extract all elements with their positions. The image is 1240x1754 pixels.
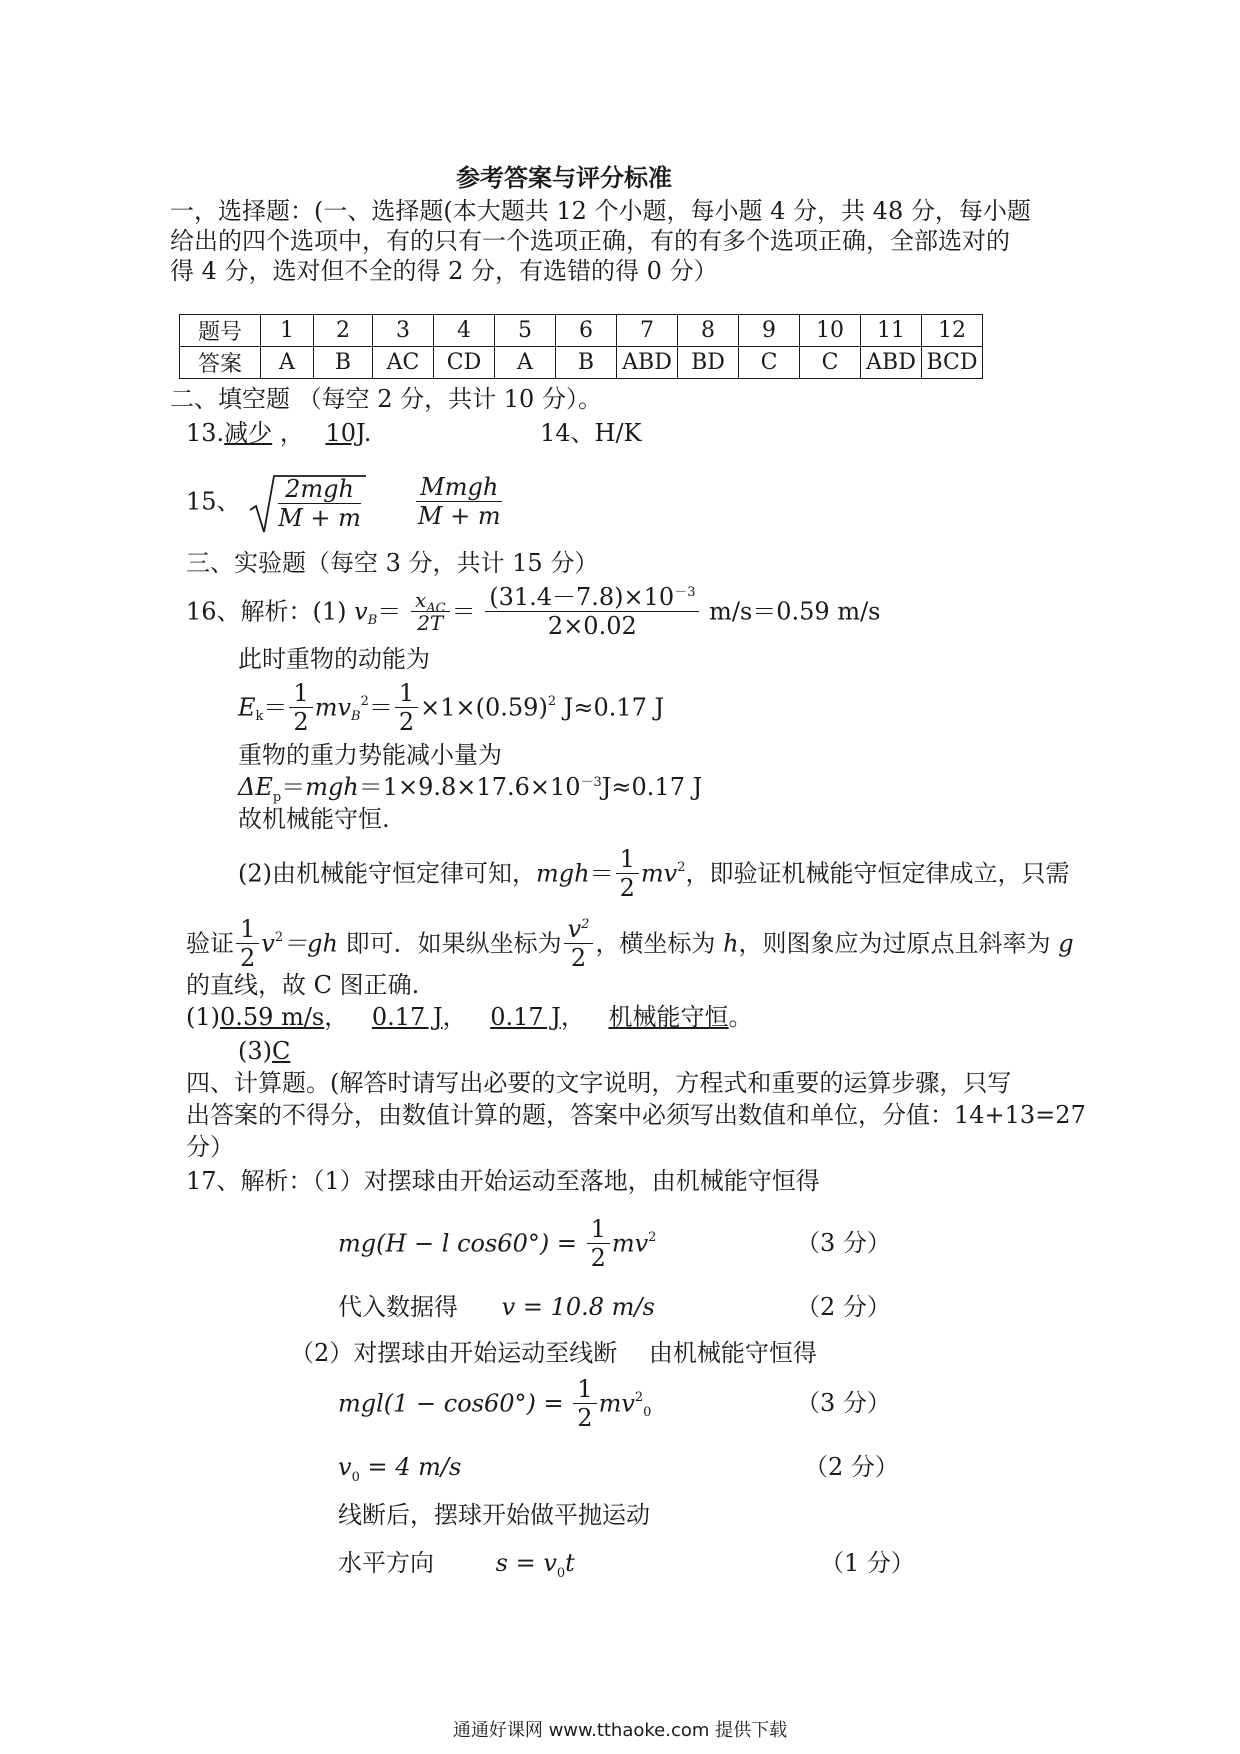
equals: ＝ xyxy=(377,597,402,626)
eq4-rest: = 4 m/s xyxy=(359,1453,462,1481)
vb-subscript: B xyxy=(367,612,378,628)
equals: ＝ xyxy=(263,693,288,722)
eq3-rhs-sup: 2 xyxy=(634,1390,644,1405)
q14-answer: 14、H/K xyxy=(540,419,642,447)
table-cell: BCD xyxy=(922,347,983,379)
calc-num-sup: －3 xyxy=(674,585,696,600)
ans1-prefix: (1) xyxy=(186,1003,220,1031)
q15-fraction-2 xyxy=(416,473,502,530)
eq3-lhs: mgl(1 − cos60°) = xyxy=(338,1389,572,1418)
ek-mv: mv xyxy=(314,693,352,722)
eq1-lhs: mg(H − l cos60°) = xyxy=(338,1229,585,1258)
ep-intro: 重物的重力势能减小量为 xyxy=(238,741,502,769)
ans1-b: 0.17 J xyxy=(371,1003,443,1031)
score-1: （3 分） xyxy=(796,1229,891,1257)
p2-text-a: (2)由机械能守恒定律可知， xyxy=(238,859,536,888)
q13-number: 13. xyxy=(186,419,225,447)
p3-gh: ＝gh xyxy=(283,929,338,958)
ek-sub: k xyxy=(255,708,264,724)
radical-sign-icon xyxy=(248,472,368,536)
table-cell: 11 xyxy=(861,315,922,347)
section4-line3: 分） xyxy=(186,1133,234,1161)
square-root xyxy=(248,472,363,532)
after-break: 线断后，摆球开始做平抛运动 xyxy=(338,1501,650,1529)
section2-heading: 二、填空题 （每空 2 分，共计 10 分）。 xyxy=(170,385,602,413)
substitute-label: 代入数据得 xyxy=(338,1293,458,1321)
equals: ＝ xyxy=(589,859,614,888)
ep-mgh: mgh xyxy=(305,773,359,801)
ans3-prefix: (3) xyxy=(238,1037,272,1065)
q15-answer xyxy=(186,470,504,532)
table-cell: A xyxy=(261,347,314,379)
q17-eq4 xyxy=(338,1452,462,1485)
p2-mgh: mgh xyxy=(536,859,590,888)
eq5-lhs: s = v xyxy=(495,1549,557,1577)
q17-part2: （2）对摆球由开始运动至线断 由机械能守恒得 xyxy=(290,1339,817,1367)
ep-rhs-sup: －3 xyxy=(580,775,602,790)
ans3-answer: C xyxy=(272,1037,291,1065)
q13-answer-b: 10J xyxy=(325,419,364,447)
p3-g: g xyxy=(1058,929,1074,958)
half-num: 1 xyxy=(289,679,312,708)
section4-line1: 四、计算题。(解答时请写出必要的文字说明，方程式和重要的运算步骤，只写 xyxy=(186,1069,1012,1097)
half-den: 2 xyxy=(398,708,415,736)
v2-fraction xyxy=(564,915,594,972)
ans1-c: 0.17 J xyxy=(490,1003,561,1031)
ek-mv-sup: 2 xyxy=(360,694,369,709)
calc-num: (31.4－7.8)×10 xyxy=(489,583,675,611)
v2-num: v xyxy=(567,915,582,943)
ek-intro: 此时重物的动能为 xyxy=(238,645,430,673)
answers-part3 xyxy=(238,1036,290,1066)
half-fraction xyxy=(616,845,639,902)
table-cell: 4 xyxy=(434,315,495,347)
half-fraction xyxy=(587,1215,610,1272)
q17-intro: 17、解析：（1）对摆球由开始运动至落地，由机械能守恒得 xyxy=(186,1167,820,1195)
table-cell: BD xyxy=(678,347,739,379)
eq1-rhs: mv xyxy=(611,1229,649,1258)
p2-mv: mv xyxy=(640,859,678,888)
q15-num1: 2mgh xyxy=(278,475,361,504)
xac-sub: AC xyxy=(426,601,446,616)
ek-mv-sub: B xyxy=(351,708,361,724)
p3-text-a: 验证 xyxy=(186,929,234,958)
table-answer-label: 答案 xyxy=(180,347,261,379)
ek-rhs: ×1×(0.59) xyxy=(420,693,548,722)
score-5: （1 分） xyxy=(820,1549,915,1577)
answers-part1 xyxy=(186,1002,753,1032)
table-cell: 12 xyxy=(922,315,983,347)
half-den: 2 xyxy=(619,874,635,902)
comma: ， xyxy=(442,1003,467,1031)
part2-line1 xyxy=(238,842,1069,904)
table-cell: 9 xyxy=(739,315,800,347)
section1-line3: 得 4 分，选对但不全的得 2 分，有选错的得 0 分） xyxy=(170,257,718,285)
eq3-rhs: mv xyxy=(598,1389,635,1418)
ep-symbol: ΔE xyxy=(238,773,273,801)
table-header-label: 题号 xyxy=(180,315,261,347)
eq4-v: v xyxy=(338,1453,352,1481)
q13-answer-a: 减少 xyxy=(224,419,273,447)
half-fraction xyxy=(395,679,418,736)
velocity-result: m/s＝0.59 m/s xyxy=(709,597,881,626)
table-cell: ABD xyxy=(617,347,678,379)
eq2: v = 10.8 m/s xyxy=(501,1293,655,1321)
ans1-d: 机械能守恒 xyxy=(608,1003,729,1031)
part2-line3: 的直线，故 C 图正确. xyxy=(186,971,420,999)
ek-symbol: E xyxy=(238,693,256,722)
q15-number: 15、 xyxy=(186,487,241,516)
q17-eq2 xyxy=(338,1292,655,1322)
table-cell: 1 xyxy=(261,315,314,347)
table-cell: 7 xyxy=(617,315,678,347)
q13-separator: ， xyxy=(279,419,304,447)
half-den: 2 xyxy=(240,944,256,972)
table-row-numbers xyxy=(180,315,983,347)
table-cell: B xyxy=(556,347,617,379)
q17-eq5 xyxy=(338,1548,575,1581)
ep-rhs: ＝1×9.8×17.6×10 xyxy=(358,773,581,801)
v2-den: 2 xyxy=(570,944,587,972)
ep-equation xyxy=(238,772,703,805)
table-cell: 6 xyxy=(556,315,617,347)
table-cell: B xyxy=(314,347,373,379)
page-title: 参考答案与评分标准 xyxy=(456,163,672,192)
period: 。 xyxy=(728,1003,753,1031)
comma: ， xyxy=(324,1003,349,1031)
v2-num-sup: 2 xyxy=(581,917,590,932)
ek-result: J≈0.17 J xyxy=(556,693,665,722)
ep-sub: p xyxy=(272,789,282,805)
table-cell: C xyxy=(800,347,861,379)
equals: ＝ xyxy=(281,773,306,801)
half-num: 1 xyxy=(616,845,639,874)
q15-den1: M + m xyxy=(278,503,361,532)
table-row-answers xyxy=(180,347,983,379)
ans1-a: 0.59 m/s xyxy=(220,1003,325,1031)
q17-eq1 xyxy=(338,1212,656,1274)
table-cell: 5 xyxy=(495,315,556,347)
half-fraction xyxy=(289,679,312,736)
half-num: 1 xyxy=(395,679,418,708)
p3-text-d: ，则图象应为过原点且斜率为 xyxy=(738,929,1059,958)
eq5-sub: 0 xyxy=(556,1565,566,1581)
calc-den: 2×0.02 xyxy=(547,612,637,640)
half-den: 2 xyxy=(590,1244,606,1272)
half-fraction xyxy=(236,915,259,972)
horizontal-label: 水平方向 xyxy=(338,1549,434,1577)
eq1-rhs-sup: 2 xyxy=(648,1230,657,1245)
half-fraction xyxy=(573,1375,596,1432)
p3-v: v xyxy=(261,929,275,958)
table-cell: ABD xyxy=(861,347,922,379)
calc-fraction xyxy=(485,583,699,640)
p2-text-b: ，即验证机械能守恒定律成立，只需 xyxy=(685,859,1070,888)
ek-rhs-sup: 2 xyxy=(547,694,557,709)
q16-velocity xyxy=(186,580,881,642)
half-num: 1 xyxy=(236,915,259,944)
table-cell: A xyxy=(495,347,556,379)
half-den: 2 xyxy=(577,1404,593,1432)
half-num: 1 xyxy=(573,1375,596,1404)
answer-table xyxy=(179,314,983,379)
xac-fraction xyxy=(411,589,450,634)
p3-text-b: 即可．如果纵坐标为 xyxy=(337,929,562,958)
conclusion: 故机械能守恒. xyxy=(238,805,390,833)
equals: ＝ xyxy=(368,693,393,722)
table-cell: AC xyxy=(373,347,434,379)
footer-watermark: 通通好课网 www.tthaoke.com 提供下载 xyxy=(452,1720,788,1741)
vb-symbol: v xyxy=(354,597,368,626)
score-4: （2 分） xyxy=(804,1453,899,1481)
table-cell: CD xyxy=(434,347,495,379)
eq3-rhs-sub: 0 xyxy=(643,1404,652,1420)
equals: ＝ xyxy=(451,597,476,626)
q15-den2: M + m xyxy=(417,502,501,530)
section3-heading: 三、实验题（每空 3 分，共计 15 分） xyxy=(186,549,599,577)
q13-answer xyxy=(186,418,371,448)
eq5-t: t xyxy=(565,1549,575,1577)
q13-dot: . xyxy=(363,419,372,447)
score-2: （2 分） xyxy=(796,1293,891,1321)
p3-h: h xyxy=(723,929,739,958)
eq4-sub: 0 xyxy=(351,1469,360,1485)
p3-text-c: ，横坐标为 xyxy=(595,929,724,958)
table-cell: 8 xyxy=(678,315,739,347)
section4-line2: 出答案的不得分，由数值计算的题，答案中必须写出数值和单位，分值：14+13=27 xyxy=(186,1101,1086,1129)
table-cell: 2 xyxy=(314,315,373,347)
table-cell: 10 xyxy=(800,315,861,347)
p2-mv-sup: 2 xyxy=(677,860,686,875)
ep-result: J≈0.17 J xyxy=(601,773,703,801)
section1-line1: 一，选择题：(一、选择题(本大题共 12 个小题，每小题 4 分，共 48 分，每小题 xyxy=(170,197,1031,225)
score-3: （3 分） xyxy=(796,1389,891,1417)
half-den: 2 xyxy=(293,708,309,736)
table-cell: C xyxy=(739,347,800,379)
part2-line2 xyxy=(186,912,1074,974)
section1-line2: 给出的四个选项中，有的只有一个选项正确，有的有多个选项正确，全部选对的 xyxy=(170,227,1010,255)
q16-prefix: 16、解析：(1) xyxy=(186,597,355,626)
half-num: 1 xyxy=(587,1215,610,1244)
xac-den: 2T xyxy=(417,611,444,635)
table-cell: 3 xyxy=(373,315,434,347)
p3-v-sup: 2 xyxy=(274,930,284,945)
q17-eq3 xyxy=(338,1372,651,1434)
xac-x: x xyxy=(414,588,427,612)
comma: ， xyxy=(560,1003,585,1031)
ek-equation xyxy=(238,676,664,738)
q15-num2: Mmgh xyxy=(416,473,502,502)
